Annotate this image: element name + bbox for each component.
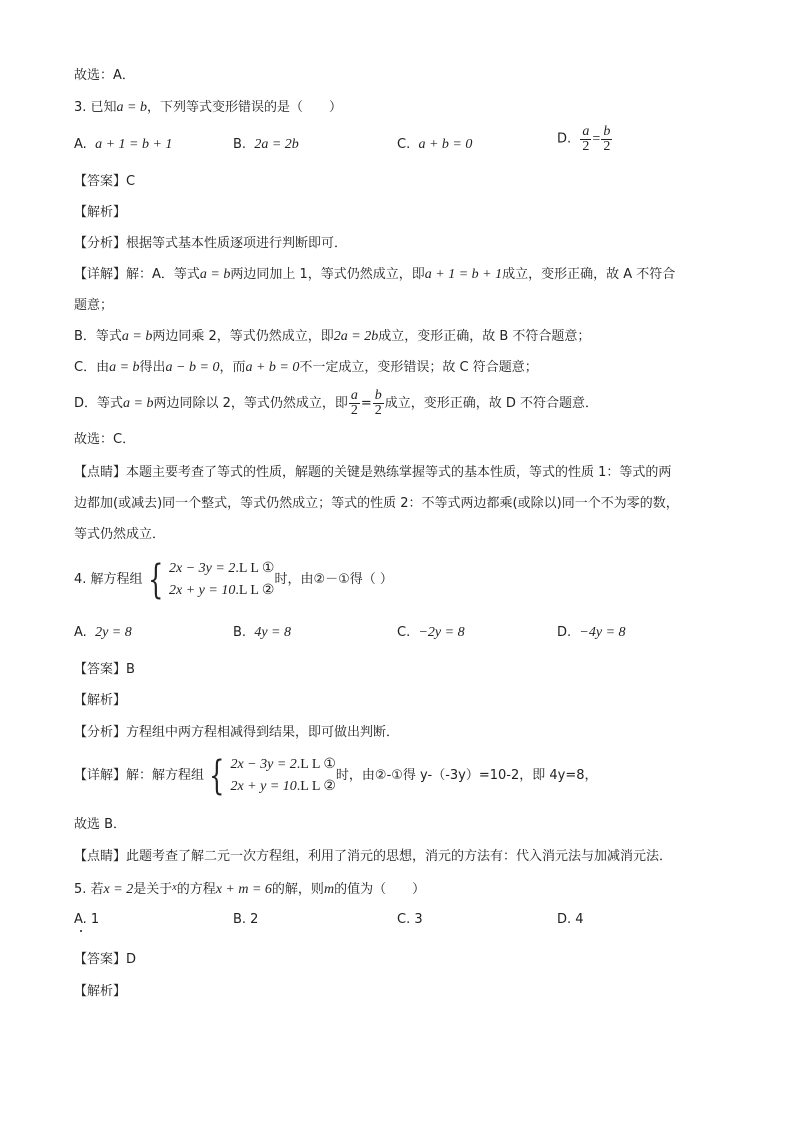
option-math: −4y = 8: [579, 625, 626, 640]
q3-suffix: ，下列等式变形错误的是（ ）: [147, 100, 343, 115]
equation-1-tag: .L L ①: [296, 756, 336, 772]
text: 不一定成立，变形错误；故 C 符合题意；: [299, 360, 538, 375]
q3-detail-c: [74, 358, 538, 378]
math: a + 1 = b + 1: [424, 267, 503, 282]
equation-1-tag: .L L ①: [235, 560, 275, 576]
text: 的值为（ ）: [334, 882, 426, 897]
q3-prefix: 3. 已知: [74, 100, 117, 115]
option-label: D.: [557, 625, 572, 640]
q3-choose: 故选：C．: [74, 432, 136, 447]
text: ，而: [219, 360, 246, 375]
option-math: a + 1 = b + 1: [95, 137, 173, 152]
text: 成立，变形正确，故 A 不符合: [502, 267, 676, 282]
fraction: [601, 125, 612, 154]
option-math: −2y = 8: [418, 625, 465, 640]
q4-fenxi: 【分析】方程组中两方程相减得到结果，即可做出判断．: [74, 725, 400, 740]
q3-fenxi: 【分析】根据等式基本性质逐项进行判断即可．: [74, 236, 348, 251]
q3-option-d: [557, 125, 613, 154]
text: 时，由②-①得 y-（-3y）=10-2，即 4y=8，: [335, 768, 598, 783]
left-brace: {: [147, 556, 163, 603]
option-label: C.: [397, 625, 411, 640]
q4-answer: 【答案】B: [74, 662, 135, 677]
text: 【详解】解：解方程组: [74, 768, 205, 783]
q3-option-c: [397, 135, 472, 155]
math: a = b: [109, 360, 140, 375]
q3-detail-a-cont: 题意；: [74, 298, 114, 313]
option-label: A.: [74, 137, 87, 152]
text: C．由: [74, 360, 110, 375]
math: x: [172, 882, 177, 893]
equation-2-tag: .L L ②: [235, 582, 275, 598]
text: 两边同除以 2，等式仍然成立，即: [153, 396, 348, 411]
equals-sign: =: [592, 131, 601, 147]
text: 的解，则: [271, 882, 324, 897]
q3-option-a: [74, 135, 172, 155]
denominator: 2: [350, 403, 358, 418]
text: 【详解】解：A．等式: [74, 267, 200, 282]
text: 得出: [139, 360, 166, 375]
text: B．等式: [74, 329, 122, 344]
q5-analysis-heading: 【解析】: [74, 984, 127, 999]
q4-choose: 故选 B．: [74, 817, 127, 832]
option-math: a + b = 0: [418, 137, 473, 152]
option-label: B.: [233, 625, 247, 640]
denominator: 2: [582, 139, 590, 154]
option-label: D.: [557, 131, 572, 147]
q3-analysis-heading: 【解析】: [74, 205, 127, 220]
option-label: B.: [233, 137, 247, 152]
equation-1: 2x − 3y = 2: [230, 756, 297, 772]
math: a = b: [123, 396, 154, 411]
math: a − b = 0: [165, 360, 220, 375]
equals-sign: =: [360, 396, 372, 411]
q5-answer: 【答案】D: [74, 952, 137, 967]
q3-detail-d: [74, 388, 598, 420]
text: 两边同乘 2，等式仍然成立，即: [152, 329, 334, 344]
fraction: [580, 125, 591, 154]
option-math: 2y = 8: [95, 625, 132, 640]
option-math: 2a = 2b: [254, 137, 299, 152]
q5-option-d: D. 4: [557, 912, 584, 927]
math: m: [323, 882, 335, 897]
q4-option-a: [74, 623, 132, 643]
choose-a-text: 故选：A．: [74, 68, 135, 83]
q4-dianjing: 【点睛】此题考查了解二元一次方程组，利用了消元的思想，消元的方法有：代入消元法与加减消元法．: [74, 849, 673, 864]
numerator: a: [582, 124, 590, 139]
q3-answer: 【答案】C: [74, 174, 136, 189]
equation-2: 2x + y = 10: [230, 778, 297, 794]
q4-analysis-heading: 【解析】: [74, 693, 127, 708]
option-label: A.: [74, 625, 87, 640]
numerator: b: [603, 124, 611, 139]
equation-2-tag: .L L ②: [296, 778, 336, 794]
q4-option-b: [233, 623, 291, 643]
q3-dianjing-1: 【点睛】本题主要考查了等式的性质，解题的关键是熟练掌握等式的基本性质，等式的性质 1：等式的两: [74, 465, 672, 480]
option-label: C.: [397, 137, 411, 152]
equation-system: [230, 754, 335, 798]
equation-1: 2x − 3y = 2: [169, 560, 236, 576]
text: 成立，变形正确，故 B 不符合题意；: [378, 329, 591, 344]
q3-dianjing-3: 等式仍然成立．: [74, 527, 166, 542]
math: x + m = 6: [215, 882, 272, 897]
text: 的方程: [176, 882, 216, 897]
q5-option-c: C. 3: [397, 912, 423, 927]
fraction: [349, 389, 360, 418]
equation-system: [169, 558, 274, 602]
q4-prefix: 4. 解方程组: [74, 572, 143, 587]
math: 2a = 2b: [333, 329, 379, 344]
q4-detail: [74, 752, 598, 800]
math: a = b: [121, 329, 153, 344]
text: 是关于: [133, 882, 173, 897]
stray-dot: [80, 930, 82, 932]
fraction: [373, 389, 384, 418]
q5-option-a: A. 1: [74, 912, 100, 927]
text: 成立，变形正确，故 D 不符合题意．: [384, 396, 599, 411]
denominator: 2: [374, 403, 382, 418]
q4-stem: [74, 556, 393, 604]
math: a = b: [199, 267, 231, 282]
text: 5. 若: [74, 882, 104, 897]
math: a + b = 0: [245, 360, 300, 375]
q3-stem: [74, 98, 342, 118]
equation-2: 2x + y = 10: [169, 582, 236, 598]
denominator: 2: [603, 139, 611, 154]
q3-detail-a: [74, 265, 675, 285]
q3-dianjing-2: 边都加(或减去)同一个整式，等式仍然成立；等式的性质 2：不等式两边都乘(或除以)同一个不为零的数，: [74, 496, 679, 511]
math: x = 2: [103, 882, 134, 897]
numerator: a: [350, 388, 358, 403]
numerator: b: [374, 388, 382, 403]
text: D．等式: [74, 396, 124, 411]
q3-detail-b: [74, 327, 590, 347]
q3-condition: a = b: [116, 100, 147, 115]
q4-option-c: [397, 623, 465, 643]
q5-stem: [74, 878, 425, 900]
text: 两边同加上 1，等式仍然成立，即: [230, 267, 425, 282]
left-brace: {: [209, 752, 225, 799]
q4-option-d: [557, 623, 626, 643]
option-math: 4y = 8: [254, 625, 291, 640]
q5-option-b: B. 2: [233, 912, 259, 927]
q3-option-b: [233, 135, 299, 155]
q4-suffix: 时，由②－①得（ ）: [274, 572, 393, 587]
